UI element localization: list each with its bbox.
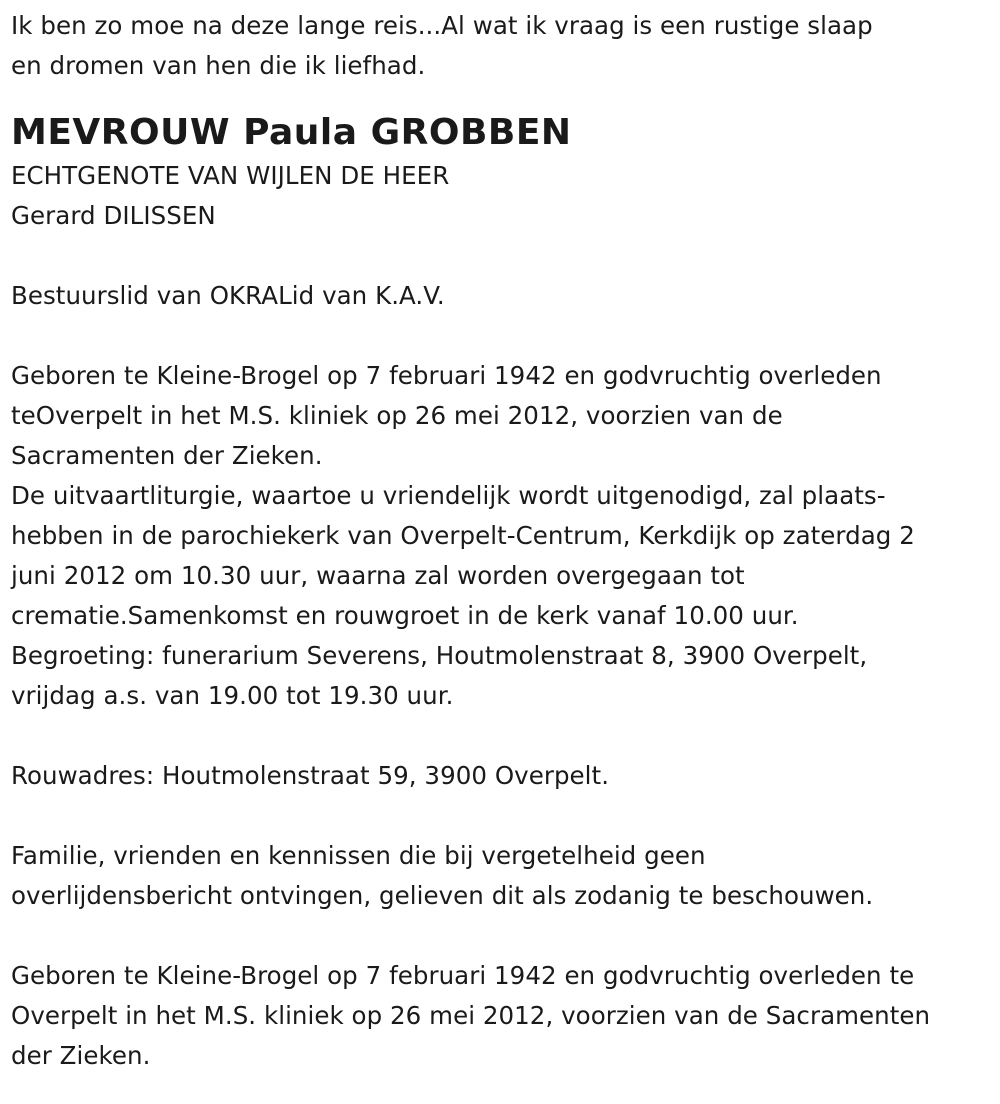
paragraph-line: vrijdag a.s. van 19.00 tot 19.30 uur. bbox=[11, 681, 454, 710]
affiliation-text: Bestuurslid van OKRALid van K.A.V. bbox=[11, 281, 445, 310]
paragraph-line: crematie.Samenkomst en rouwgroet in de kerk vanaf 10.00 uur. bbox=[11, 601, 799, 630]
deceased-name: MEVROUW Paula GROBBEN bbox=[11, 112, 572, 153]
paragraph-line: Geboren te Kleine-Brogel op 7 februari 1942 en godvruchtig overleden bbox=[11, 361, 882, 390]
paragraph-line: Overpelt in het M.S. kliniek op 26 mei 2012, voorzien van de Sacramenten bbox=[11, 1001, 931, 1030]
intro-quote bbox=[11, 6, 1000, 86]
spacer bbox=[11, 796, 1000, 836]
birth-death-repeat-paragraph bbox=[11, 956, 1000, 1076]
intro-line: en dromen van hen die ik liefhad. bbox=[11, 51, 426, 80]
spacer bbox=[11, 236, 1000, 276]
paragraph-line: Sacramenten der Zieken. bbox=[11, 441, 323, 470]
paragraph-line: Familie, vrienden en kennissen die bij vergetelheid geen bbox=[11, 841, 706, 870]
paragraph-line: teOverpelt in het M.S. kliniek op 26 mei 2012, voorzien van de bbox=[11, 401, 783, 430]
paragraph-line: overlijdensbericht ontvingen, gelieven dit als zodanig te beschouwen. bbox=[11, 881, 874, 910]
spouse-name: Gerard DILISSEN bbox=[11, 201, 216, 230]
birth-death-paragraph bbox=[11, 356, 1000, 476]
paragraph-line: Geboren te Kleine-Brogel op 7 februari 1942 en godvruchtig overleden te bbox=[11, 961, 915, 990]
spouse-line: ECHTGENOTE VAN WIJLEN DE HEER bbox=[11, 161, 450, 190]
mourning-address: Rouwadres: Houtmolenstraat 59, 3900 Overpelt. bbox=[11, 761, 610, 790]
paragraph-line: juni 2012 om 10.30 uur, waarna zal worden overgegaan tot bbox=[11, 561, 745, 590]
paragraph-line: hebben in de parochiekerk van Overpelt-Centrum, Kerkdijk op zaterdag 2 bbox=[11, 521, 915, 550]
funeral-paragraph bbox=[11, 476, 1000, 716]
paragraph-line: Begroeting: funerarium Severens, Houtmolenstraat 8, 3900 Overpelt, bbox=[11, 641, 868, 670]
intro-line: Ik ben zo moe na deze lange reis...Al wat ik vraag is een rustige slaap bbox=[11, 11, 873, 40]
spacer bbox=[11, 716, 1000, 756]
spacer bbox=[11, 916, 1000, 956]
spacer bbox=[11, 316, 1000, 356]
paragraph-line: der Zieken. bbox=[11, 1041, 151, 1070]
paragraph-line: De uitvaartliturgie, waartoe u vriendelijk wordt uitgenodigd, zal plaats- bbox=[11, 481, 886, 510]
spouse-info bbox=[11, 156, 1000, 236]
notice-paragraph bbox=[11, 836, 1000, 916]
